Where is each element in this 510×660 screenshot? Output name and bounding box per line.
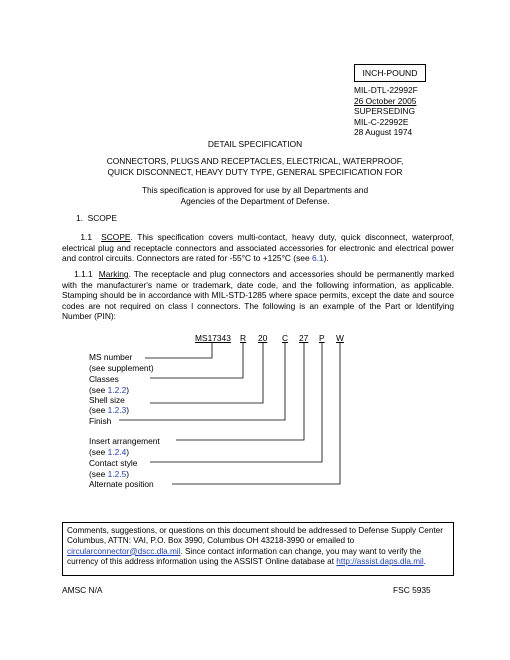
- ref-link[interactable]: 1.2.2: [107, 385, 127, 395]
- paragraph-number: 1.1: [80, 232, 92, 242]
- section-title: SCOPE: [87, 213, 117, 223]
- pin-part-contact-style: P: [319, 333, 325, 343]
- ref-prefix: (see: [89, 405, 108, 415]
- label-contact-style: Contact style: [89, 458, 138, 468]
- ref-prefix: (see: [89, 447, 108, 457]
- doc-number: MIL-DTL-22992F: [354, 85, 418, 95]
- spec-type-heading: DETAIL SPECIFICATION: [207, 139, 303, 149]
- paragraph-text: . This specification covers multi-contact, heavy duty, quick disconnect, waterproof, electrical plug and receptacle connectors and associated accessories for electronic and electrical power and control circuits. Connectors are rated for -55°C to +125°C (see: [62, 232, 455, 263]
- title-line-1: CONNECTORS, PLUGS AND RECEPTACLES, ELECTRICAL, WATERPROOF,: [106, 156, 404, 166]
- ref-suffix: ): [126, 405, 130, 415]
- pin-part-class: R: [240, 333, 247, 343]
- footer-fsc: FSC 5935: [393, 585, 431, 595]
- paragraph-heading: SCOPE: [101, 232, 131, 242]
- footer-amsc: AMSC N/A: [62, 585, 103, 595]
- label-finish: Finish: [89, 416, 112, 426]
- ref-prefix: (see: [89, 469, 108, 479]
- inch-pound-box: INCH-POUND: [354, 64, 426, 82]
- email-link[interactable]: circularconnector@dscc.dla.mil: [67, 546, 181, 556]
- pin-part-finish: C: [282, 333, 289, 343]
- title-line-2: QUICK DISCONNECT, HEAVY DUTY TYPE, GENERAL SPECIFICATION FOR: [107, 167, 403, 177]
- paragraph-number: 1.1.1: [74, 269, 93, 279]
- leader-shell-size: [150, 343, 263, 403]
- superseded-number: MIL-C-22992E: [354, 116, 409, 127]
- section-number: 1.: [76, 213, 83, 223]
- comment-text: Comments, suggestions, or questions on this document should be addressed to Defense Supply Center Columbus, ATTN: VAI, P.O. Box 3990, Columbus OH 43218-3990 or emailed to: [67, 526, 443, 546]
- assist-url-link[interactable]: http://assist.daps.dla.mil: [336, 556, 424, 566]
- doc-date: 26 October 2005: [354, 95, 417, 106]
- label-classes: Classes: [89, 374, 119, 384]
- label-shell-size-ref: [89, 405, 129, 416]
- label-alternate-position: Alternate position: [89, 479, 154, 489]
- ref-link[interactable]: 6.1: [311, 253, 324, 263]
- ref-suffix: ): [126, 385, 130, 395]
- comment-text: . Since contact information can change, you may want to verify the currency of this address information using the ASSIST Online database at: [67, 546, 422, 566]
- approval-line-2: Agencies of the Department of Defense.: [180, 196, 330, 206]
- label-shell-size: Shell size: [89, 395, 125, 405]
- approval-line-1: This specification is approved for use by all Departments and: [141, 185, 369, 195]
- pin-part-insert-arrangement: 27: [299, 333, 309, 343]
- ref-link[interactable]: 1.2.4: [107, 447, 127, 457]
- ref-prefix: (see: [89, 385, 108, 395]
- label-ms-number: MS number: [89, 352, 133, 362]
- pin-part-ms-number: MS17343: [195, 333, 231, 343]
- label-classes-ref: [89, 385, 129, 396]
- leader-contact-style: [150, 343, 322, 462]
- leader-class: [150, 343, 243, 378]
- comments-box: [62, 522, 454, 576]
- label-insert-arrangement: Insert arrangement: [89, 436, 160, 446]
- paragraph-heading: Marking: [98, 269, 129, 279]
- superseded-date: 28 August 1974: [354, 127, 413, 137]
- paragraph-tail: ).: [323, 253, 329, 263]
- label-contact-style-ref: [89, 469, 129, 480]
- label-see-supplement: (see supplement): [89, 363, 154, 373]
- superseding-label: SUPERSEDING: [354, 106, 415, 116]
- ref-link[interactable]: 1.2.5: [107, 469, 127, 479]
- ref-suffix: ): [126, 447, 130, 457]
- leader-alternate-position: [172, 343, 340, 484]
- paragraph-text: . The receptacle and plug connectors and accessories should be permanently marked with the manufacturer's name or trademark, date code, and the following information, as applicable. Stamping should be in accordance with MIL-STD-1285 where space permits, except the date and source codes are not required on class l connectors. The following is an example of the Part or Identifying Number (PIN):: [62, 269, 454, 321]
- leader-ms-number: [145, 343, 212, 358]
- pin-part-shell-size: 20: [258, 333, 268, 343]
- ref-suffix: ): [126, 469, 130, 479]
- comment-text: .: [423, 556, 426, 566]
- pin-part-alternate-position: W: [336, 333, 344, 343]
- label-insert-ref: [89, 447, 129, 458]
- leader-finish: [119, 343, 285, 420]
- ref-link[interactable]: 1.2.3: [107, 405, 127, 415]
